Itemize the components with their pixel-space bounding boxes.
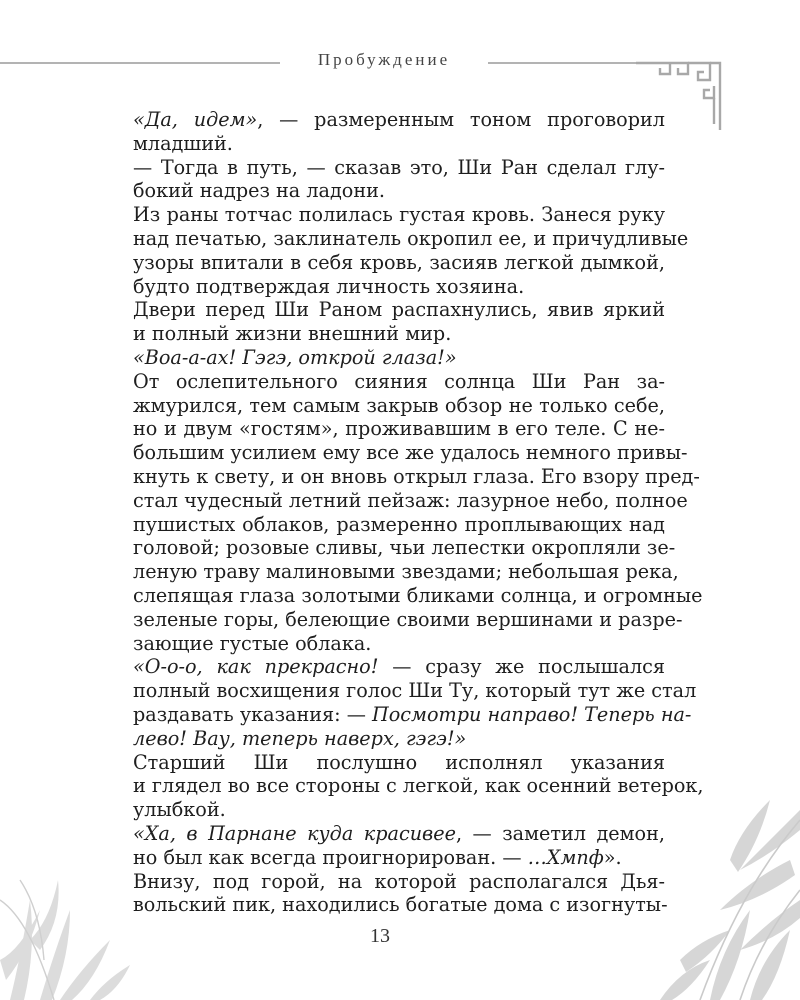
text-line (133, 774, 704, 798)
italic-text: …Хмпф (527, 845, 604, 869)
text-line (133, 441, 688, 465)
text-line (133, 394, 665, 418)
text-run: и полный жизни внешний мир. (133, 322, 452, 346)
text-run: Двери перед Ши Раном распахнулись, явив яркий (133, 298, 665, 322)
text-run: ». (603, 845, 622, 869)
text-run: младший. (133, 131, 233, 155)
text-line (133, 893, 668, 917)
italic-text: Посмотри направо! Теперь на- (372, 702, 692, 726)
text-line (133, 298, 665, 322)
bamboo-leaves-left-icon (0, 840, 150, 1000)
header-rule-right (488, 62, 642, 64)
text-run: но и двум «гостям», проживавшим в его теле. С не- (133, 417, 665, 441)
text-line (133, 203, 665, 227)
body-text (133, 108, 704, 917)
text-line (133, 583, 703, 608)
text-line (133, 870, 665, 894)
text-run: но был как всегда проигнорирован. — (133, 845, 528, 869)
bamboo-leaves-right-icon (620, 800, 800, 1000)
text-run: Из раны тотчас полилась густая кровь. Занеся руку (133, 203, 665, 227)
text-line (133, 607, 683, 632)
text-line (133, 156, 665, 180)
text-line (133, 536, 676, 560)
text-run: стал чудесный летний пейзаж: лазурное небо, полное (133, 488, 688, 512)
text-run: большим усилием ему все же удалось немного привы- (133, 441, 688, 465)
text-line (133, 370, 665, 394)
text-line (133, 322, 665, 346)
text-run: , — размеренным тоном проговорил (257, 108, 665, 131)
text-run: , — заметил демон, (455, 821, 665, 845)
text-line (133, 251, 665, 275)
text-run: над печатью, заклинатель окропил ее, и причудливые (133, 226, 689, 250)
running-head: Пробуждение (317, 50, 451, 69)
text-run: бокий надрез на ладони. (133, 179, 386, 203)
text-run: полный восхищения голос Ши Ту, который тут же стал (133, 679, 697, 703)
text-run: будто подтверждая личность хозяина. (133, 274, 525, 298)
text-run: головой; розовые сливы, чьи лепестки окропляли зе- (133, 536, 676, 560)
text-line (133, 560, 679, 584)
italic-text: лево! Вау, теперь наверх, гэгэ!» (133, 726, 467, 750)
text-line (133, 275, 665, 299)
text-line (133, 632, 665, 656)
text-run: Внизу, под горой, на которой располагался Дья- (133, 869, 665, 893)
text-line (133, 513, 665, 537)
text-line (133, 751, 665, 775)
text-run: зеленые горы, белеющие своими вершинами и разре- (133, 607, 683, 631)
text-line (133, 179, 665, 203)
text-line (133, 464, 700, 489)
italic-text: «О-о-о, как прекрасно! (133, 655, 379, 679)
text-run: — Тогда в путь, — сказав это, Ши Ран сделал глу- (133, 155, 665, 179)
text-run: леную траву малиновыми звездами; небольшая река, (133, 560, 679, 584)
italic-text: «Да, идем» (133, 108, 258, 131)
text-run: вольский пик, находились богатые дома с изогнуты- (133, 893, 668, 917)
text-line (133, 702, 692, 727)
italic-text: «Ха, в Парнане куда красивее (133, 821, 456, 845)
text-run: От ослепительного сияния солнца Ши Ран за- (133, 369, 665, 393)
text-run: слепящая глаза золотыми бликами солнца, и огромные (133, 583, 703, 607)
header-rule-left (0, 62, 280, 64)
text-run: Старший Ши послушно исполнял указания (133, 750, 665, 774)
text-run: и глядел во все стороны с легкой, как осенний ветерок, (133, 774, 704, 798)
text-line (133, 679, 697, 703)
text-line (133, 798, 665, 822)
text-line (133, 822, 665, 846)
text-run: зающие густые облака. (133, 631, 372, 655)
text-line (133, 226, 689, 251)
text-run: пушистых облаков, размеренно проплывающих над (133, 512, 665, 536)
text-line (133, 655, 665, 679)
text-run: улыбкой. (133, 798, 226, 822)
text-line (133, 108, 665, 132)
page-number: 13 (370, 925, 390, 947)
text-run: узоры впитали в себя кровь, засияв легкой дымкой, (133, 250, 665, 274)
text-line (133, 488, 688, 513)
text-line (133, 417, 665, 441)
text-line (133, 846, 665, 870)
text-line (133, 727, 665, 751)
text-run: раздавать указания: — (133, 702, 373, 726)
text-run: — сразу же послышался (378, 655, 665, 679)
text-line (133, 132, 665, 156)
text-run: кнуть к свету, и он вновь открыл глаза. Его взору пред- (133, 464, 700, 488)
text-run: жмурился, тем самым закрыв обзор не только себе, (133, 393, 665, 417)
italic-text: «Воа-а-ах! Гэгэ, открой глаза!» (133, 345, 457, 369)
text-line (133, 346, 665, 370)
